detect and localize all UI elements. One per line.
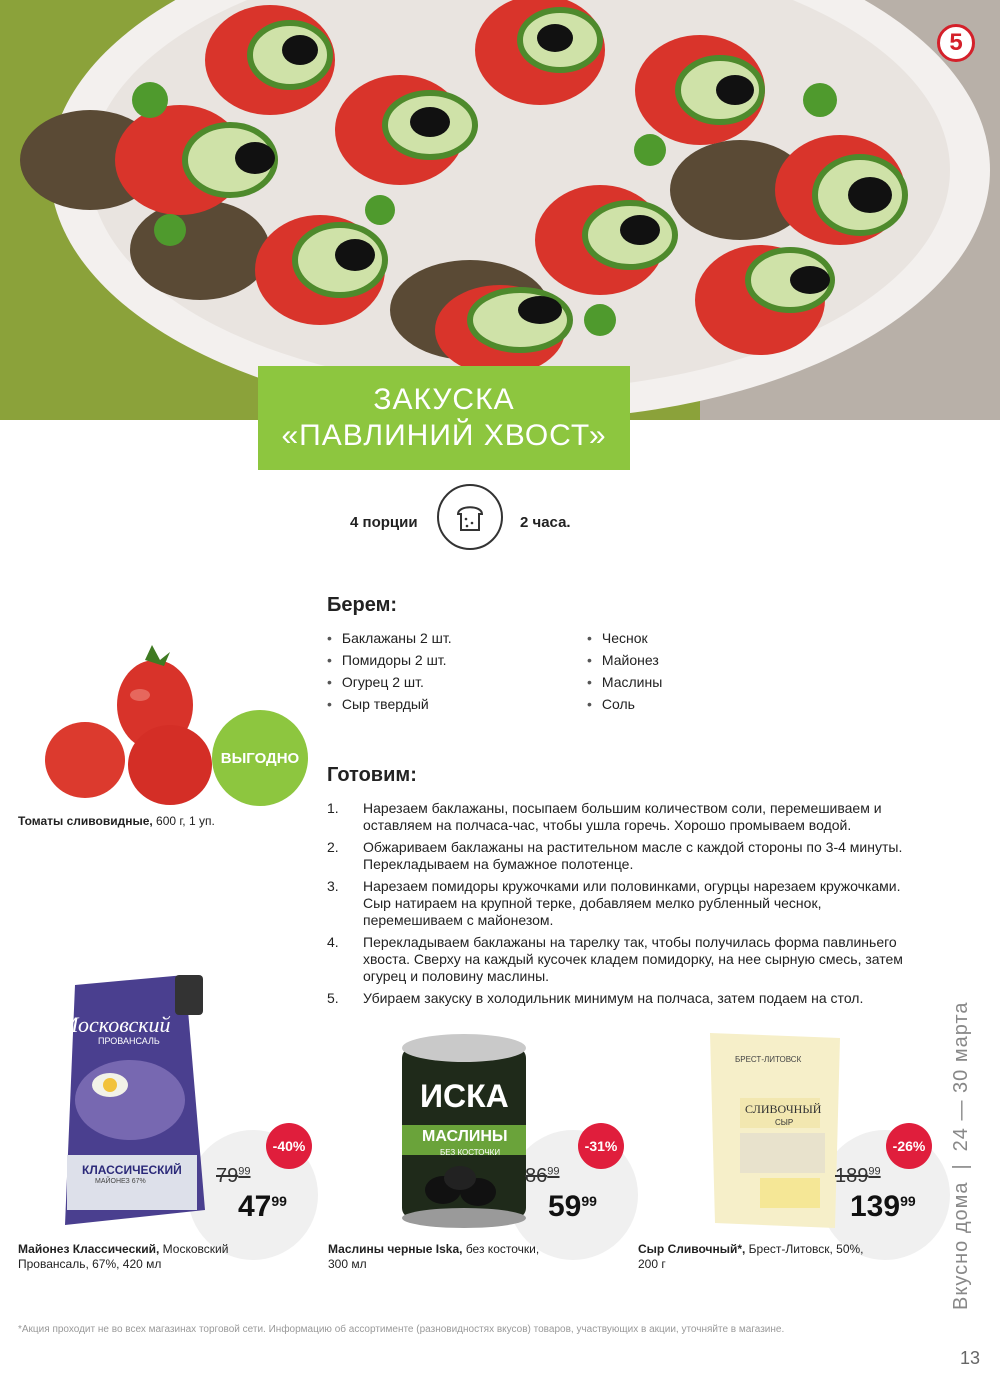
mayonnaise-small: МАЙОНЕЗ 67% xyxy=(95,1178,146,1185)
step-text: Нарезаем помидоры кружочками или половинками, огурцы нарезаем кружочками. Сыр натираем на крупной терке, добавляем мелко рубленный чеснок, перемешиваем с майонезом. xyxy=(363,878,901,928)
product-details: Московский Провансаль, 67%, 420 мл xyxy=(18,1242,229,1271)
ingredient-item: • Маслины xyxy=(587,671,662,693)
step-item xyxy=(327,878,907,929)
product-details: Брест-Литовск, 50%, 200 г xyxy=(638,1242,864,1271)
step-item xyxy=(327,934,907,985)
ingredient-item: • Огурец 2 шт. xyxy=(327,671,452,693)
product-name: Сыр Сливочный*, xyxy=(638,1242,746,1256)
olives-caption xyxy=(328,1242,558,1272)
step-number: 1. xyxy=(327,800,339,816)
step-number: 4. xyxy=(327,934,339,950)
new-price xyxy=(850,1190,916,1224)
ingredients-heading: Берем: xyxy=(327,594,398,616)
step-item xyxy=(327,800,907,834)
step-number: 5. xyxy=(327,990,339,1006)
old-price-int: 79 xyxy=(216,1165,239,1187)
recipe-meta xyxy=(0,482,1000,562)
step-item xyxy=(327,990,907,1007)
cheese-label: СЛИВОЧНЫЙ xyxy=(745,1102,822,1116)
olives-label: МАСЛИНЫ xyxy=(422,1128,508,1145)
ingredient-item: • Сыр твердый xyxy=(327,693,452,715)
new-price-dec: 99 xyxy=(900,1193,916,1209)
step-item xyxy=(327,839,907,873)
side-separator: | xyxy=(950,1163,972,1170)
cheese-small: СЫР xyxy=(775,1118,794,1127)
portions-label: 4 порции xyxy=(350,514,418,531)
new-price-int: 139 xyxy=(850,1190,901,1223)
old-price xyxy=(216,1165,251,1188)
discount-badge: -26% xyxy=(886,1123,932,1169)
recipe-title-banner xyxy=(258,366,630,470)
ingredient-item: • Помидоры 2 шт. xyxy=(327,649,452,671)
ingredient-item: • Соль xyxy=(587,693,662,715)
new-price-int: 59 xyxy=(548,1190,582,1223)
step-text: Перекладываем баклажаны на тарелку так, чтобы получилась форма павлиньего хвоста. Сверху на каждый кусочек кладем помидорку, на нее сырную смесь, затем огурец и половину маслины. xyxy=(363,934,903,984)
new-price-dec: 99 xyxy=(581,1193,597,1209)
product-name: Маслины черные Iska, xyxy=(328,1242,463,1256)
new-price xyxy=(548,1190,597,1224)
old-price xyxy=(525,1165,560,1188)
ingredient-item: • Майонез xyxy=(587,649,662,671)
method-heading: Готовим: xyxy=(327,764,417,786)
old-price-dec: 99 xyxy=(238,1165,251,1178)
step-text: Нарезаем баклажаны, посыпаем большим количеством соли, перемешиваем и оставляем на полчаса-час, чтобы ушла горечь. Хорошо промываем водой. xyxy=(363,800,882,833)
side-brand: Вкусно дома xyxy=(950,1181,972,1310)
old-price xyxy=(835,1165,881,1188)
olives-small: БЕЗ КОСТОЧКИ xyxy=(440,1148,501,1157)
new-price xyxy=(238,1190,287,1224)
footnote: *Акция проходит не во всех магазинах торговой сети. Информацию об ассортименте (разновидностях вкусов) товаров, участвующих в акции, уточняйте в магазине. xyxy=(18,1324,785,1335)
mayonnaise-product-image xyxy=(55,970,210,1230)
time-label: 2 часа. xyxy=(520,514,571,531)
recipe-title-line1: ЗАКУСКА xyxy=(373,383,515,416)
ingredients-list-2 xyxy=(587,627,662,715)
side-caption xyxy=(950,1002,973,1310)
hero-photo xyxy=(0,0,1000,420)
ingredients-list-1 xyxy=(327,627,452,715)
tomato-caption xyxy=(18,814,248,829)
page-number: 13 xyxy=(960,1348,981,1368)
method-steps xyxy=(327,800,907,1012)
cheese-brand: БРЕСТ-ЛИТОВСК xyxy=(735,1055,802,1064)
step-number: 3. xyxy=(327,878,339,894)
old-price-dec: 99 xyxy=(868,1165,881,1178)
olives-brand: ИСКА xyxy=(420,1078,509,1114)
old-price-dec: 99 xyxy=(547,1165,560,1178)
profitable-badge: ВЫГОДНО xyxy=(212,710,308,806)
cheese-caption xyxy=(638,1242,868,1272)
new-price-int: 47 xyxy=(238,1190,272,1223)
mayonnaise-label: КЛАССИЧЕСКИЙ xyxy=(82,1163,182,1177)
ingredient-item: • Чеснок xyxy=(587,627,662,649)
step-text: Убираем закуску в холодильник минимум на полчаса, затем подаем на стол. xyxy=(363,990,864,1006)
recipe-title-line2: «ПАВЛИНИЙ ХВОСТ» xyxy=(281,419,607,452)
old-price-int: 189 xyxy=(835,1165,869,1187)
ingredient-item: • Баклажаны 2 шт. xyxy=(327,627,452,649)
step-number: 2. xyxy=(327,839,339,855)
product-name: Майонез Классический, xyxy=(18,1242,160,1256)
discount-badge: -31% xyxy=(578,1123,624,1169)
tomato-details: 600 г, 1 уп. xyxy=(152,814,215,828)
mayonnaise-caption xyxy=(18,1242,258,1272)
store-logo: 5 xyxy=(937,24,975,62)
bread-icon xyxy=(437,484,503,550)
new-price-dec: 99 xyxy=(271,1193,287,1209)
tomato-product-image xyxy=(40,640,240,810)
tomato-name: Томаты сливовидные, xyxy=(18,814,153,828)
step-text: Обжариваем баклажаны на растительном масле с каждой стороны по 3-4 минуты. Перекладываем на бумажное полотенце. xyxy=(363,839,903,872)
mayonnaise-brand: Московский xyxy=(60,1012,171,1037)
mayonnaise-brand-sub: ПРОВАНСАЛЬ xyxy=(98,1036,160,1046)
old-price-int: 86 xyxy=(525,1165,548,1187)
product-details: без косточки, 300 мл xyxy=(328,1242,540,1271)
side-dates: 24 — 30 марта xyxy=(950,1001,972,1152)
discount-badge: -40% xyxy=(266,1123,312,1169)
